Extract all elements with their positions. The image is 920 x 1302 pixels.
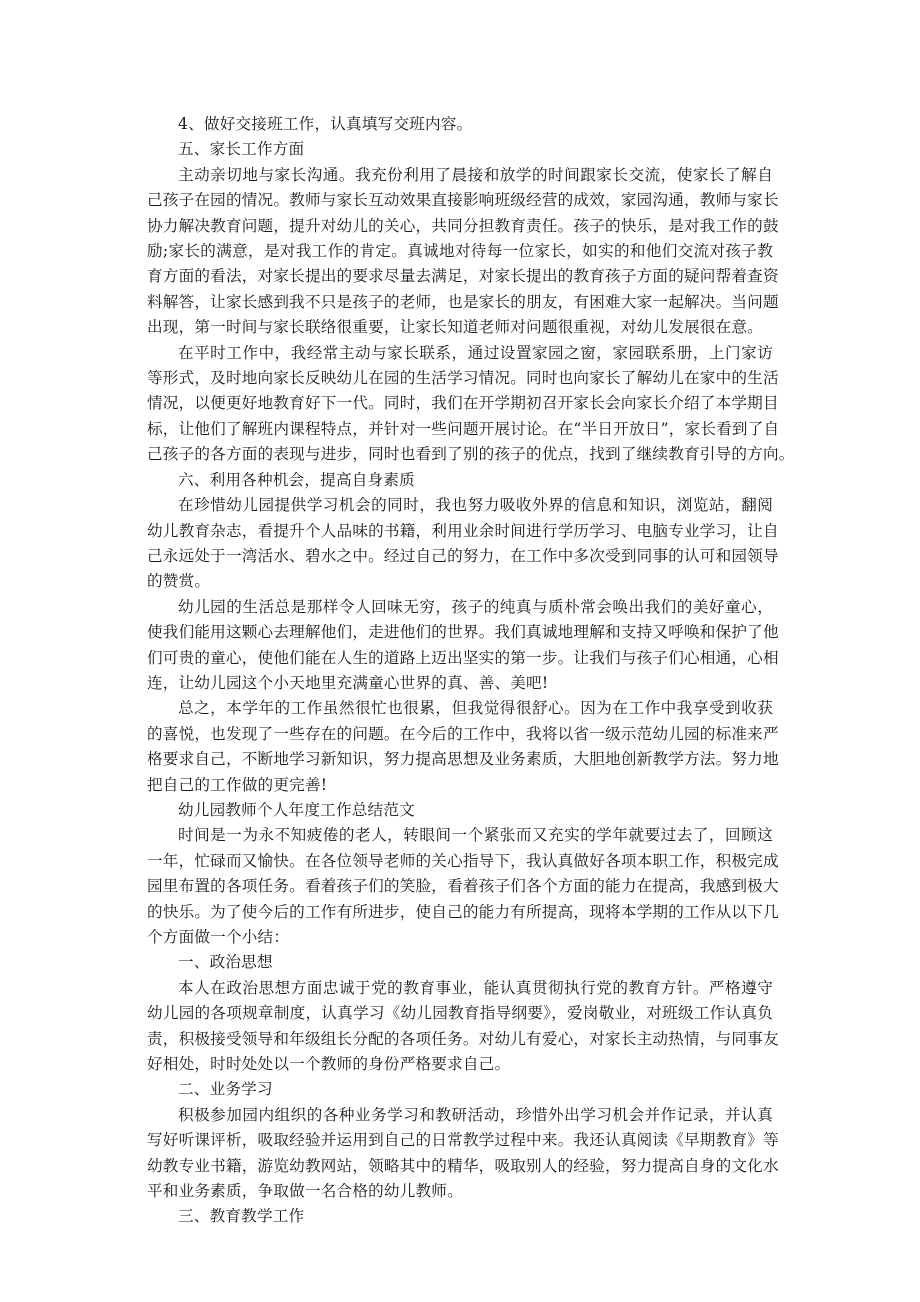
paragraph-line: 等形式，及时地向家长反映幼儿在园的生活学习情况。同时也向家长了解幼儿在家中的生活 bbox=[147, 369, 779, 388]
paragraph-line: 个方面做一个小结： bbox=[147, 928, 290, 946]
paragraph-line: 总之，本学年的工作虽然很忙也很累，但我觉得很舒心。因为在工作中我享受到收获 bbox=[178, 699, 773, 718]
paragraph-line: 的赞赏。 bbox=[147, 572, 211, 591]
paragraph-line: 己孩子在园的情况。教师与家长互动效果直接影响班级经营的成效，家园沟通，教师与家长 bbox=[147, 191, 779, 210]
paragraph-line: 己孩子的各方面的表现与进步，同时也看到了别的孩子的优点，找到了继续教育引导的方向。 bbox=[147, 445, 795, 464]
paragraph-line: 责，积极接受领导和年级组长分配的各项任务。对幼儿有爱心，对家长主动热情，与同事友 bbox=[147, 1029, 779, 1048]
section-heading: 五、家长工作方面 bbox=[178, 140, 305, 159]
paragraph-line: 在珍惜幼儿园提供学习机会的同时，我也努力吸收外界的信息和知识，浏览站，翻阅 bbox=[178, 496, 773, 515]
paragraph-line: 连，让幼儿园这个小天地里充满童心世界的真、善、美吧! bbox=[147, 673, 549, 692]
paragraph-line: 的快乐。为了使今后的工作有所进步，使自己的能力有所提高，现将本学期的工作从以下几 bbox=[147, 902, 779, 921]
paragraph-line: 使我们能用这颗心去理解他们，走进他们的世界。我们真诚地理解和支持又呼唤和保护了他 bbox=[147, 623, 779, 642]
paragraph-line: 育方面的看法，对家长提出的要求尽量去满足，对家长提出的教育孩子方面的疑问帮着查资 bbox=[147, 267, 779, 286]
paragraph-line: 在平时工作中，我经常主动与家长联系，通过设置家园之窗，家园联系册，上门家访 bbox=[178, 343, 773, 362]
section-heading: 幼儿园教师个人年度工作总结范文 bbox=[178, 800, 415, 819]
paragraph-line: 协力解决教育问题，提升对幼儿的关心，共同分担教育责任。孩子的快乐，是对我工作的鼓 bbox=[147, 216, 779, 235]
paragraph-line: 己永远处于一湾活水、碧水之中。经过自己的努力，在工作中多次受到同事的认可和园领导 bbox=[147, 546, 779, 565]
paragraph-line: 好相处，时时处处以一个教师的身份严格要求自己。 bbox=[147, 1055, 511, 1074]
paragraph-line: 写好听课评析，吸取经验并运用到自己的日常教学过程中来。我还认真阅读《早期教育》等 bbox=[147, 1131, 779, 1150]
section-heading: 三、教育教学工作 bbox=[178, 1207, 305, 1226]
paragraph-line: 们可贵的童心，使他们能在人生的道路上迈出坚实的第一步。让我们与孩子们心相通，心相 bbox=[147, 648, 779, 667]
paragraph-line: 平和业务素质，争取做一名合格的幼儿教师。 bbox=[147, 1182, 463, 1201]
section-heading: 二、业务学习 bbox=[178, 1080, 273, 1099]
paragraph-line: 励;家长的满意，是对我工作的肯定。真诚地对待每一位家长，如实的和他们交流对孩子教 bbox=[147, 242, 773, 261]
paragraph-line: 出现，第一时间与家长联络很重要，让家长知道老师对问题很重视，对幼儿发展很在意。 bbox=[147, 318, 763, 337]
paragraph-line: 幼儿教育杂志，看提升个人品味的书籍，利用业余时间进行学历学习、电脑专业学习，让自 bbox=[147, 521, 779, 540]
paragraph-line: 料解答，让家长感到我不只是孩子的老师，也是家长的朋友，有困难大家一起解决。当问题 bbox=[147, 292, 779, 311]
section-heading: 一、政治思想 bbox=[178, 953, 273, 972]
paragraph-line: 情况，以便更好地教育好下一代。同时，我们在开学期初召开家长会向家长介绍了本学期目 bbox=[147, 394, 779, 413]
paragraph-line: 时间是一为永不知疲倦的老人，转眼间一个紧张而又充实的学年就要过去了，回顾这 bbox=[178, 826, 773, 845]
paragraph-line: 幼教专业书籍，游览幼教网站，领略其中的精华，吸取别人的经验，努力提高自身的文化水 bbox=[147, 1156, 779, 1175]
paragraph-line: 标，让他们了解班内课程特点，并针对一些问题开展讨论。在“半日开放日”，家长看到了自 bbox=[147, 419, 780, 438]
paragraph-line: 一年，忙碌而又愉快。在各位领导老师的关心指导下，我认真做好各项本职工作，积极完成 bbox=[147, 851, 779, 870]
paragraph-line: 主动亲切地与家长沟通。我充份利用了晨接和放学的时间跟家长交流，使家长了解自 bbox=[178, 165, 773, 184]
section-heading: 六、利用各种机会，提高自身素质 bbox=[178, 470, 415, 489]
paragraph-line: 的喜悦，也发现了一些存在的问题。在今后的工作中，我将以省一级示范幼儿园的标准来严 bbox=[147, 724, 779, 743]
paragraph-line: 园里布置的各项任务。看着孩子们的笑脸，看着孩子们各个方面的能力在提高，我感到极大 bbox=[147, 877, 779, 896]
paragraph-line: 幼儿园的生活总是那样令人回味无穷，孩子的纯真与质朴常会唤出我们的美好童心， bbox=[178, 597, 773, 616]
section-heading: 4、做好交接班工作，认真填写交班内容。 bbox=[178, 115, 473, 133]
paragraph-line: 幼儿园的各项规章制度，认真学习《幼儿园教育指导纲要》，爱岗敬业，对班级工作认真负 bbox=[147, 1004, 773, 1023]
document-body bbox=[147, 112, 795, 1230]
paragraph-line: 积极参加园内组织的各种业务学习和教研活动，珍惜外出学习机会并作记录，并认真 bbox=[178, 1105, 773, 1124]
paragraph-line: 格要求自己，不断地学习新知识，努力提高思想及业务素质，大胆地创新教学方法。努力地 bbox=[147, 750, 779, 769]
paragraph-line: 把自己的工作做的更完善! bbox=[147, 775, 328, 794]
paragraph-line: 本人在政治思想方面忠诚于党的教育事业，能认真贯彻执行党的教育方针。严格遵守 bbox=[178, 978, 773, 997]
